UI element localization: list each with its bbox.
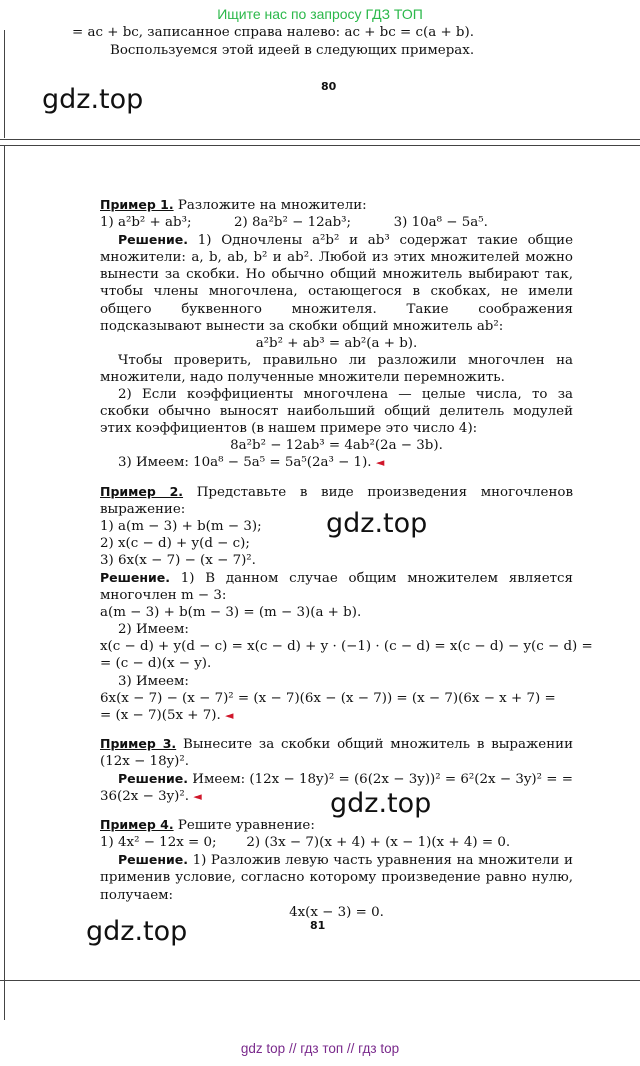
page-number-80: 80 <box>321 80 337 93</box>
step-label: 2) Имеем: <box>118 622 189 638</box>
paragraph: 2) Если коэффициенты многочлена — целые числа, то за скобки обычно выносят наибольший общий делитель модулей этих коэффициентов (в нашем примере это число 4): <box>100 387 573 437</box>
equation: = (c − d)(x − y). <box>100 656 212 672</box>
equation <box>100 707 573 724</box>
watermark: gdz.top <box>42 84 144 115</box>
watermark: gdz.top <box>86 916 188 947</box>
equation: 6x(x − 7) − (x − 7)² = (x − 7)(6x − (x − 7)) = (x − 7)(6x − x + 7) = <box>100 690 556 706</box>
solution-label: Решение. <box>118 771 189 786</box>
page-number-81: 81 <box>310 919 326 932</box>
page-divider <box>0 145 640 146</box>
example-1-solution <box>100 231 573 335</box>
solution-label: Решение. <box>118 232 189 248</box>
paragraph-text: 3) Имеем: 10a⁸ − 5a⁵ = 5a⁵(2a³ − 1). <box>118 455 372 471</box>
solution-text: Имеем: (12x − 18y)² = (6(2x − 3y))² = 6²(2x − 3y)² = = 36(2x − 3y)². <box>100 772 573 805</box>
watermark: gdz.top <box>326 508 428 539</box>
end-of-example-marker: ◄ <box>375 456 385 470</box>
watermark: gdz.top <box>330 788 432 819</box>
example-2-label: Пример 2. <box>100 483 184 499</box>
footer-links[interactable]: gdz top // гдз топ // гдз top <box>240 1041 400 1056</box>
example-1-task: Разложите на множители: <box>173 198 367 213</box>
page-border-left <box>4 145 5 980</box>
example-2-task: Представьте в виде произведения многочленов выражение: <box>100 484 574 517</box>
equation: x(c − d) + y(d − c) = x(c − d) + y · (−1) · (c − d) = x(c − d) − y(c − d) = <box>100 639 593 655</box>
example-1-heading <box>100 196 573 214</box>
solution-text: 1) В данном случае общим множителем является многочлен m − 3: <box>100 570 573 604</box>
page-border-left <box>4 980 5 1020</box>
step-label: 3) Имеем: <box>118 673 189 689</box>
solution-label: Решение. <box>100 569 171 585</box>
example-2-item: 3) 6x(x − 7) − (x − 7)². <box>100 552 256 568</box>
equation: 8a²b² − 12ab³ = 4ab²(2a − 3b). <box>230 438 443 454</box>
page-divider <box>0 980 640 981</box>
prev-page-line-1: = ac + bc, записанное справа налево: ac + bc = c(a + b). <box>72 25 474 40</box>
example-2-item: 2) x(c − d) + y(d − c); <box>100 535 250 551</box>
paragraph: Чтобы проверить, правильно ли разложили многочлен на множители, надо полученные множители перемножить. <box>100 352 573 385</box>
example-2-item: 1) a(m − 3) + b(m − 3); <box>100 518 262 534</box>
example-3-task: Вынесите за скобки общий множитель в выражении (12x − 18y)². <box>100 736 574 769</box>
equation-text: = (x − 7)(5x + 7). <box>100 707 221 723</box>
end-of-example-marker: ◄ <box>193 790 202 804</box>
prev-page-line-2: Воспользуемся этой идеей в следующих примерах. <box>110 43 475 58</box>
equation: a(m − 3) + b(m − 3) = (m − 3)(a + b). <box>100 605 362 621</box>
example-2-solution <box>100 569 573 604</box>
example-4-label: Пример 4. <box>100 817 174 833</box>
solution-text: 1) Одночлены a²b² и ab³ содержат такие общие множители: a, b, ab, b² и ab². Любой из этих множителей можно вынести за скобки. Но обычно общий множитель выбирают так, чтобы члены многочлена, остающегося в скобках, не имели общего буквенного множителя. Такие соображения подсказывают вынести за скобки общий множитель ab²: <box>100 233 573 334</box>
search-banner[interactable]: Ищите нас по запросу ГДЗ ТОП <box>217 6 423 22</box>
solution-label: Решение. <box>118 852 189 868</box>
end-of-example-marker: ◄ <box>225 708 234 722</box>
example-3-label: Пример 3. <box>100 735 177 751</box>
example-1-items: 1) a²b² + ab³; 2) 8a²b² − 12ab³; 3) 10a⁸ − 5a⁵. <box>100 215 488 231</box>
equation: 4x(x − 3) = 0. <box>289 904 384 920</box>
example-4-solution <box>100 851 573 903</box>
example-1-label: Пример 1. <box>100 197 174 212</box>
solution-text: 1) Разложив левую часть уравнения на множители и применив условие, согласно которому произведение равно нулю, получаем: <box>100 853 573 903</box>
example-3-heading <box>100 735 573 770</box>
paragraph <box>100 454 573 471</box>
page-border-left <box>4 30 5 138</box>
page-divider <box>0 139 640 140</box>
example-4-items: 1) 4x² − 12x = 0; 2) (3x − 7)(x + 4) + (x − 1)(x + 4) = 0. <box>100 835 511 851</box>
example-4-task: Решите уравнение: <box>173 818 315 834</box>
equation: a²b² + ab³ = ab²(a + b). <box>255 335 418 351</box>
